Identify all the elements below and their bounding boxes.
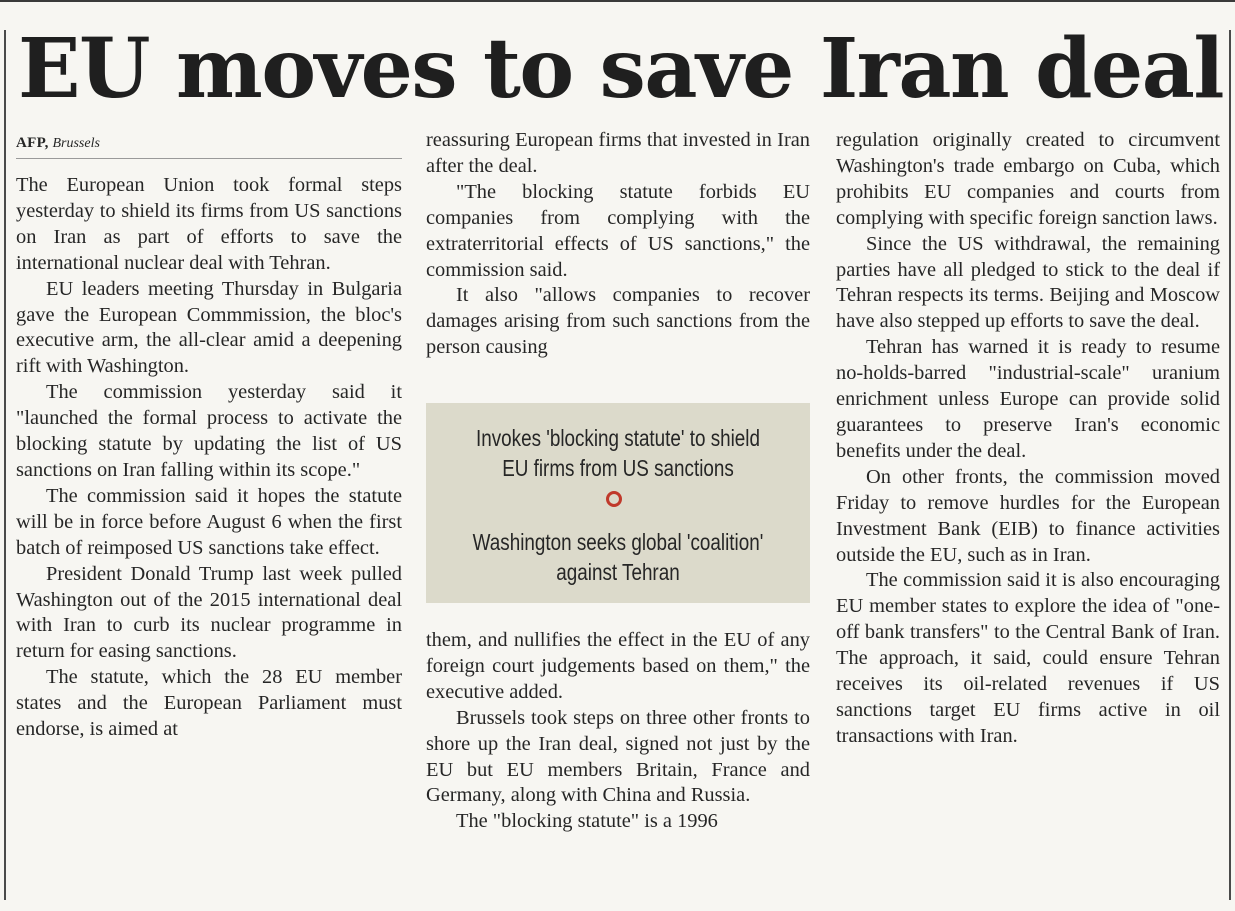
article-column-2-bottom [426,628,810,835]
red-ring-icon [606,491,622,507]
pull-quote-line: against Tehran [556,559,680,585]
byline-place: Brussels [52,136,100,151]
paragraph: The commission said it is also encouraging EU member states to explore the idea of "one-off bank transfers" to the Central Bank of Iran. The approach, it said, could ensure Tehran receives its oil-related revenues if US sanctions target EU firms active in oil transactions with Iran. [836,569,1220,747]
paragraph: reassuring European firms that invested in Iran after the deal. [426,129,810,177]
paragraph: The commission yesterday said it "launched the formal process to activate the blocking statute by updating the list of US sanctions on Iran falling within its scope." [16,381,402,481]
paragraph: "The blocking statute forbids EU companies from complying with the extraterritorial effects of US sanctions," the commission said. [426,180,810,281]
right-border-rule [1229,30,1231,900]
byline-agency: AFP, [16,135,49,151]
paragraph: On other fronts, the commission moved Friday to remove hurdles for the European Investment Bank (EIB) to finance activities outside the EU, such as in Iran. [836,465,1220,566]
paragraph: regulation originally created to circumvent Washington's trade embargo on Cuba, which prohibits EU companies and courts from complying with specific foreign sanction laws. [836,129,1220,229]
paragraph: them, and nullifies the effect in the EU of any foreign court judgements based on them," the executive added. [426,629,810,703]
byline [16,128,402,159]
paragraph: The European Union took formal steps yesterday to shield its firms from US sanctions on Iran as part of efforts to save the international nuclear deal with Tehran. [16,174,402,274]
paragraph: Since the US withdrawal, the remaining parties have all pledged to stick to the deal if Tehran respects its terms. Beijing and Moscow have also stepped up efforts to save the deal. [836,232,1220,333]
pull-quote-line: EU firms from US sanctions [502,455,734,481]
pull-quote-line: Invokes 'blocking statute' to shield [475,425,760,451]
article-column-2-top [426,128,810,361]
page-top-rule [0,0,1235,2]
paragraph: Tehran has warned it is ready to resume no-holds-barred "industrial-scale" uranium enrichment unless Europe can provide solid guarantees to preserve Iran's economic benefits under the deal. [836,336,1220,462]
left-border-rule [4,30,6,900]
pull-quote-box [426,403,810,603]
pull-quote-line: Washington seeks global 'coalition' [472,529,764,555]
article-column-3 [836,128,1220,750]
paragraph: The commission said it hopes the statute will be in force before August 6 when the first batch of reimposed US sanctions take effect. [16,484,402,559]
paragraph: EU leaders meeting Thursday in Bulgaria gave the European Commmission, the bloc's executive arm, the all-clear amid a deepening rift with Washington. [16,277,402,378]
article-column-1 [16,128,402,743]
headline: EU moves to save Iran deal [18,21,1223,117]
paragraph: The statute, which the 28 EU member states and the European Parliament must endorse, is aimed at [16,666,402,741]
paragraph: President Donald Trump last week pulled Washington out of the 2015 international deal with Iran to curb its nuclear programme in return for easing sanctions. [16,562,402,663]
paragraph: Brussels took steps on three other fronts to shore up the Iran deal, signed not just by the EU but EU members Britain, France and Germany, along with China and Russia. [426,706,810,807]
paragraph: It also "allows companies to recover damages arising from such sanctions from the person causing [426,284,810,359]
paragraph: The "blocking statute" is a 1996 [456,810,718,833]
